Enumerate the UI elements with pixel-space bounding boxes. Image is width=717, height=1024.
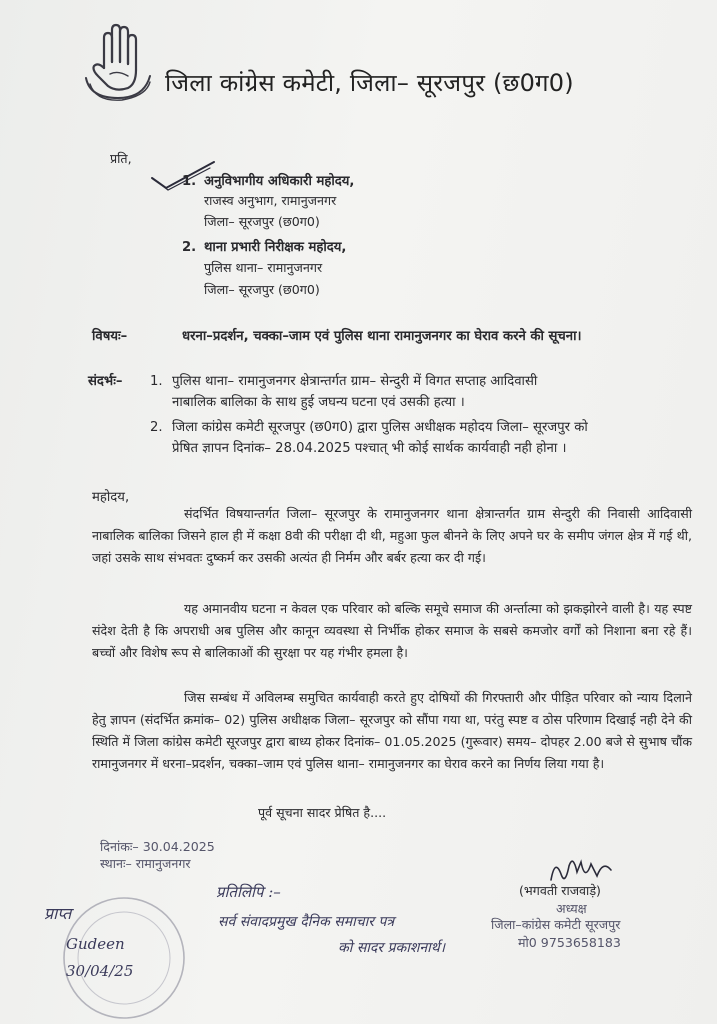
to-prefix: प्रति, [110, 151, 132, 166]
signatory-designation: अध्यक्ष [556, 901, 587, 916]
reference-label: संदर्भः– [88, 374, 123, 389]
recipient-2-line2: पुलिस थाना– रामानुजनगर [204, 260, 323, 275]
body-paragraph-2: यह अमानवीय घटना न केवल एक परिवार को बल्कि समूचे समाज की अर्न्तात्मा को झकझोरने वाली है। यह स्पष्ट संदेश देती है कि अपराधी अब पुलिस और कानून व्यवस्था से निर्भीक होकर समाज के सबसे कमजोर वर्गों को निशाना बना रहे हैं। बच्चों और विशेष रूप से बालिकाओं की सुरक्षा पर यह गंभीर हमला है। [92, 601, 692, 660]
recipient-1-line1: अनुविभागीय अधिकारी महोदय, [204, 174, 355, 189]
copy-line-1: सर्व संवादप्रमुख दैनिक समाचार पत्र [218, 914, 395, 930]
salutation: महोदय, [92, 490, 130, 505]
recipient-2-number: 2. [182, 240, 197, 255]
organization-title: जिला कांग्रेस कमेटी, जिला– सूरजपुर (छ0ग0) [165, 69, 574, 97]
stamp-received-text: प्राप्त [44, 904, 72, 923]
copy-line-2: को सादर प्रकाशनार्थ। [338, 940, 446, 956]
closing-line: पूर्व सूचना सादर प्रेषित है.... [258, 805, 387, 820]
letter-place: स्थानः– रामानुजनगर [100, 856, 191, 871]
body-paragraph-3: जिस सम्बंध में अविलम्ब समुचित कार्यवाही करते हुए दोषियों की गिरफ्तारी और पीड़ित परिवार को न्याय दिलाने हेतु ज्ञापन (संदर्भित क्रमांक– 02) पुलिस अधीक्षक जिला– सूरजपुर को सौंपा गया था, परंतु स्पष्ट व ठोस परिणाम दिखाई नही देने की स्थिति में जिला कांग्रेस कमेटी सूरजपुर द्वारा बाध्य होकर दिनांक– 01.05.2025 (गुरूवार) समय– दोपहर 2.00 बजे से सुभाष चौंक रामानुजनगर में धरना–प्रदर्शन, चक्का–जाम एवं पुलिस थाना– रामानुजनगर का घेराव करने का निर्णय लिया गया है। [92, 690, 692, 771]
reference-1-line1: पुलिस थाना– रामानुजनगर क्षेत्रान्तर्गत ग्राम– सेन्दुरी में विगत सप्ताह आदिवासी [172, 374, 538, 389]
congress-hand-logo-icon [80, 18, 154, 102]
reference-2-line2: प्रेषित ज्ञापन दिनांक– 28.04.2025 पश्चात् भी कोई सार्थक कार्यवाही नही होना । [172, 441, 567, 456]
recipient-1-line3: जिला– सूरजपुर (छ0ग0) [204, 214, 320, 229]
signatory-name: (भगवती राजवाड़े) [519, 883, 601, 898]
stamp-signature: Gudeen [66, 935, 125, 953]
recipient-1-line2: राजस्व अनुभाग, रामानुजनगर [204, 193, 337, 208]
recipient-2-line1: थाना प्रभारी निरीक्षक महोदय, [204, 240, 347, 255]
copy-label: प्रतिलिपि :– [216, 883, 281, 901]
subject-label: विषयः– [92, 329, 128, 344]
body-paragraph-1: संदर्भित विषयान्तर्गत जिला– सूरजपुर के रामानुजनगर थाना क्षेत्रान्तर्गत ग्राम सेन्दुरी की निवासी आदिवासी नाबालिक बालिका जिसने हाल ही में कक्षा 8वी की परीक्षा दी थी, महुआ फुल बीनने के लिए अपने घर के समीप जंगल क्षेत्र में गई थी, जहां उसके साथ संभवतः दुष्कर्म कर उसकी अत्यंत ही निर्मम और बर्बर हत्या कर दी गई। [92, 506, 692, 565]
reference-2-line1: जिला कांग्रेस कमेटी सूरजपुर (छ0ग0) द्वारा पुलिस अधीक्षक महोदय जिला– सूरजपुर को [172, 420, 588, 435]
reference-1-line2: नाबालिक बालिका के साथ हुई जघन्य घटना एवं उसकी हत्या । [172, 395, 465, 410]
recipient-2-line3: जिला– सूरजपुर (छ0ग0) [204, 282, 320, 297]
recipient-1-number: 1. [182, 174, 197, 189]
reference-1-number: 1. [150, 374, 163, 389]
signatory-mobile: मो0 9753658183 [518, 935, 621, 950]
signatory-organization: जिला–कांग्रेस कमेटी सूरजपुर [491, 917, 621, 932]
stamp-date: 30/04/25 [66, 962, 134, 980]
letter-date: दिनांकः– 30.04.2025 [100, 839, 215, 854]
reference-2-number: 2. [150, 420, 163, 435]
subject-text: धरना–प्रदर्शन, चक्का–जाम एवं पुलिस थाना रामानुजनगर का घेराव करने की सूचना। [182, 329, 582, 344]
